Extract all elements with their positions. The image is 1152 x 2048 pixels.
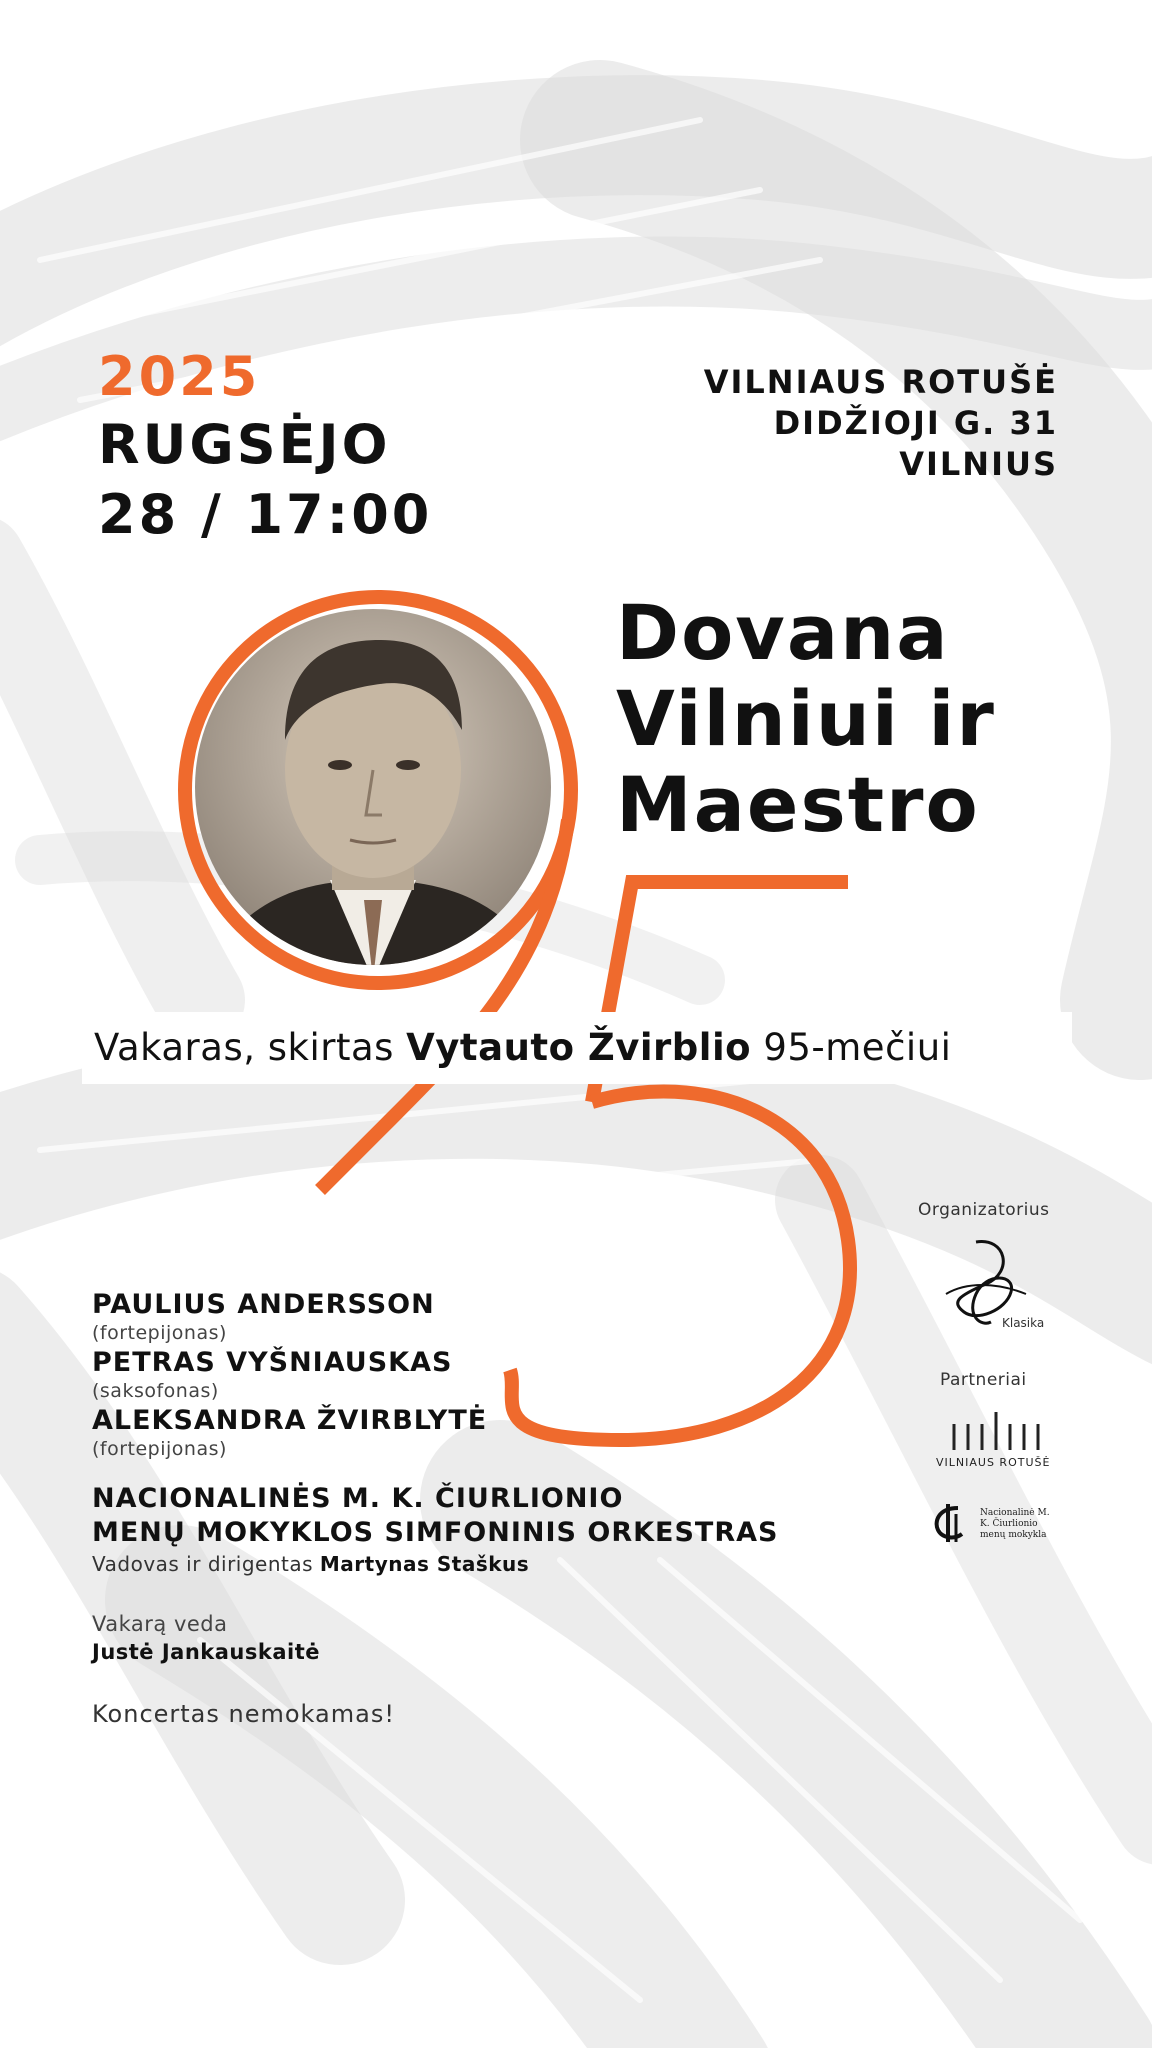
- host-name: Justė Jankauskaitė: [92, 1640, 320, 1664]
- event-year: 2025: [98, 345, 261, 408]
- orchestra-name-line-1: NACIONALINĖS M. K. ČIURLIONIO: [92, 1483, 624, 1514]
- performer-instrument: (fortepijonas): [92, 1438, 227, 1460]
- venue-address: [704, 362, 1058, 485]
- event-day-time: 28 / 17:00: [98, 483, 433, 546]
- klasika-logo-text: Klasika: [1002, 1316, 1045, 1330]
- ciurlionis-school-logo-icon: [928, 1500, 972, 1544]
- rotuse-logo-text: VILNIAUS ROTUŠĖ: [936, 1456, 1051, 1469]
- free-admission-note: Koncertas nemokamas!: [92, 1700, 395, 1728]
- subtitle-prefix: Vakaras, skirtas: [94, 1026, 394, 1069]
- conductor-label: Vadovas ir dirigentas: [92, 1552, 314, 1576]
- orchestra-name-line-2: MENŲ MOKYKLOS SIMFONINIS ORKESTRAS: [92, 1517, 779, 1548]
- performers-list: [92, 1289, 487, 1463]
- performer-name: PETRAS VYŠNIAUSKAS: [92, 1347, 453, 1378]
- organizer-label: Organizatorius: [918, 1200, 1050, 1220]
- title-line-2: Vilniui ir: [616, 674, 996, 763]
- subtitle-suffix: 95-mečiui: [763, 1026, 952, 1069]
- conductor-name: Martynas Staškus: [319, 1552, 530, 1576]
- partners-label: Partneriai: [940, 1370, 1027, 1390]
- event-title: [616, 590, 996, 848]
- conductor-credit: [92, 1550, 778, 1578]
- performer-instrument: (saksofonas): [92, 1380, 219, 1402]
- event-subtitle: [94, 1024, 951, 1072]
- title-line-3: Maestro: [616, 760, 980, 849]
- ciurlionis-logo-text: Nacionalinė M. K. Čiurlionio menų mokykla: [980, 1508, 1050, 1540]
- event-month: RUGSĖJO: [98, 413, 391, 476]
- performer-name: ALEKSANDRA ŽVIRBLYTĖ: [92, 1405, 488, 1436]
- title-line-1: Dovana: [616, 588, 950, 677]
- host-label: Vakarą veda: [92, 1612, 228, 1636]
- performer-name: PAULIUS ANDERSSON: [92, 1289, 435, 1320]
- host-block: [92, 1610, 320, 1666]
- subtitle-honoree: Vytauto Žvirblio: [406, 1026, 752, 1069]
- orchestra-block: [92, 1482, 778, 1578]
- venue-street: DIDŽIOJI G. 31: [773, 404, 1058, 442]
- performer-instrument: (fortepijonas): [92, 1322, 227, 1344]
- venue-city: VILNIUS: [899, 445, 1058, 483]
- venue-name: VILNIAUS ROTUŠĖ: [703, 363, 1058, 401]
